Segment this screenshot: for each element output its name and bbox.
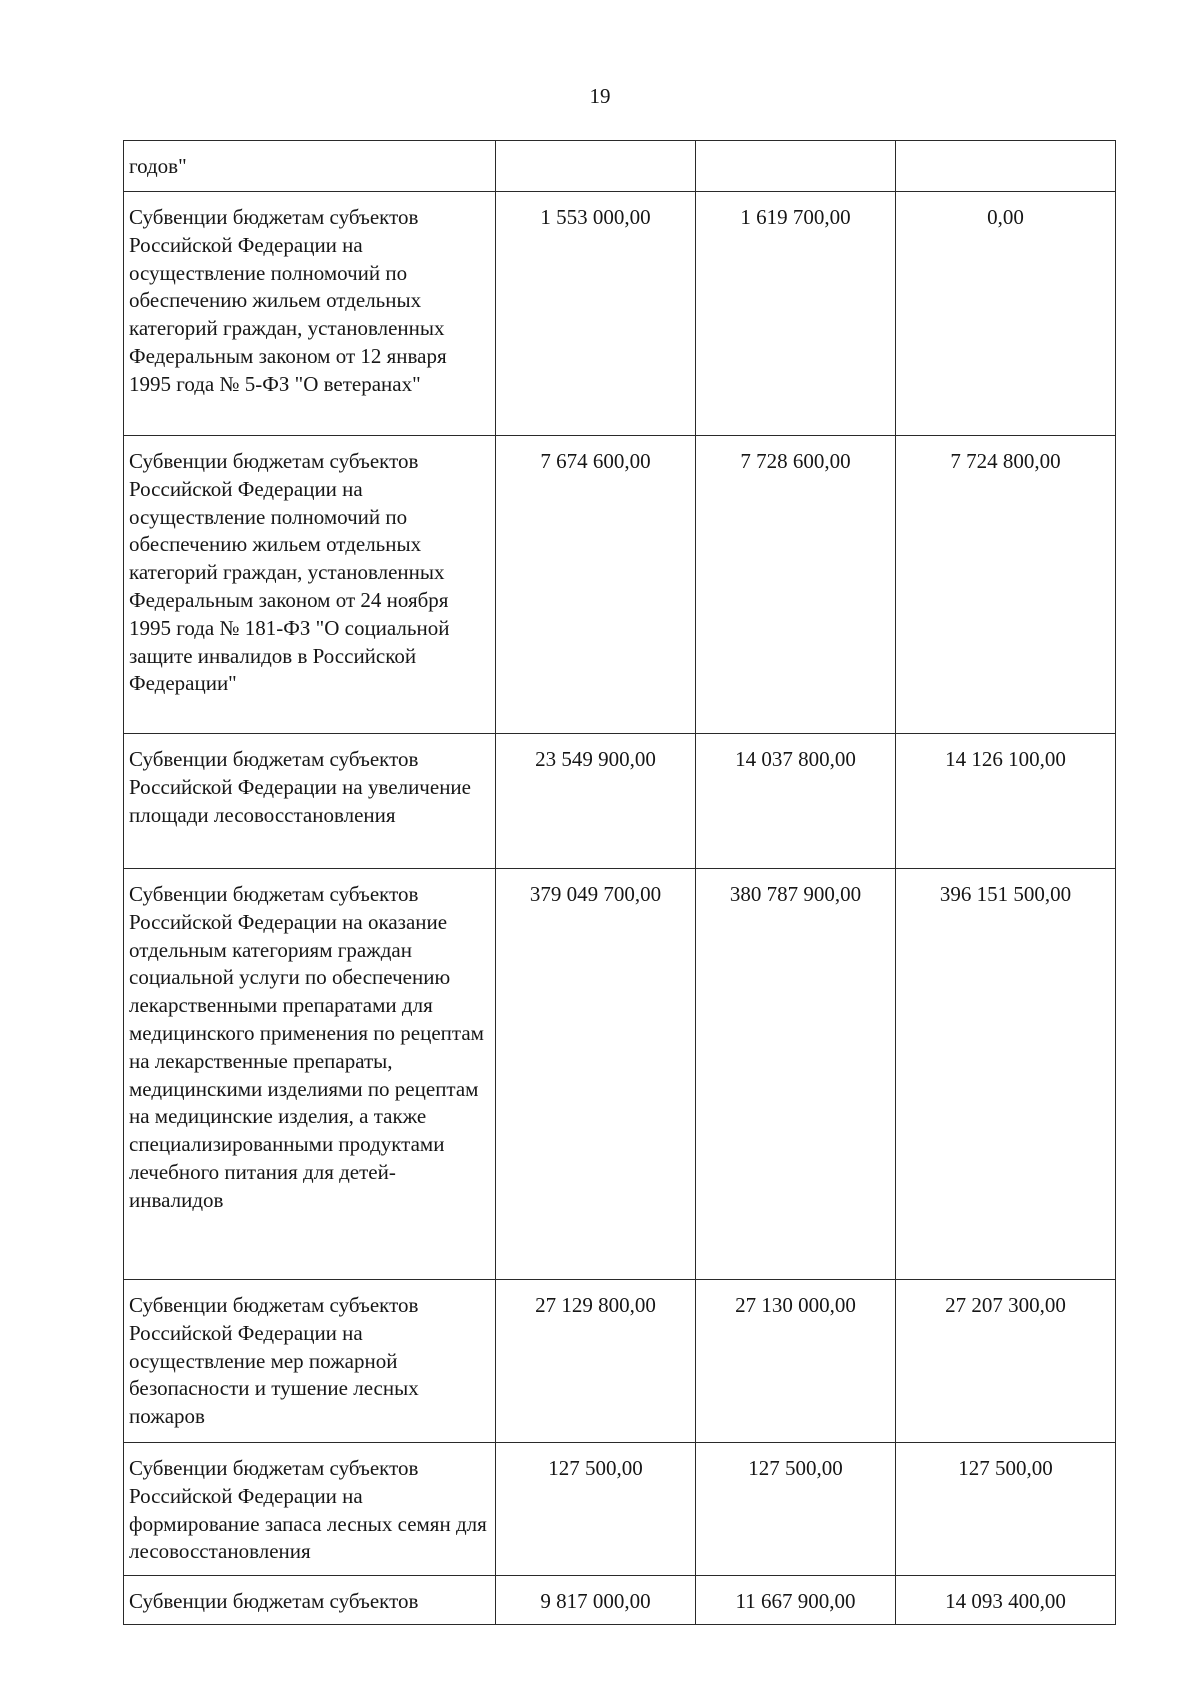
value-col-2: 11 667 900,00: [696, 1576, 896, 1625]
row-description: Субвенции бюджетам субъектов Российской Федерации на осуществление полномочий по обеспечению жильем отдельных категорий граждан, установленных Федеральным законом от 12 января 1995 года № 5-ФЗ "О ветеранах": [124, 192, 496, 436]
row-description: Субвенции бюджетам субъектов: [124, 1576, 496, 1625]
value-col-3: 7 724 800,00: [896, 436, 1116, 734]
row-description: Субвенции бюджетам субъектов Российской Федерации на увеличение площади лесовосстановления: [124, 734, 496, 869]
value-col-3: 14 093 400,00: [896, 1576, 1116, 1625]
value-col-1: 379 049 700,00: [496, 869, 696, 1280]
value-col-1: 127 500,00: [496, 1443, 696, 1576]
row-description: Субвенции бюджетам субъектов Российской Федерации на оказание отдельным категориям граждан социальной услуги по обеспечению лекарственными препаратами для медицинского применения по рецептам на лекарственные препараты, медицинскими изделиями по рецептам на медицинские изделия, а также специализированными продуктами лечебного питания для детей-инвалидов: [124, 869, 496, 1280]
table-row: [124, 436, 1116, 734]
value-col-3: 127 500,00: [896, 1443, 1116, 1576]
value-col-1: 7 674 600,00: [496, 436, 696, 734]
page-number: 19: [589, 84, 611, 108]
value-col-1: 9 817 000,00: [496, 1576, 696, 1625]
table-row: [124, 1280, 1116, 1443]
value-col-2: [696, 141, 896, 192]
table-row: [124, 192, 1116, 436]
value-col-3: [896, 141, 1116, 192]
row-description: Субвенции бюджетам субъектов Российской Федерации на формирование запаса лесных семян для лесовосстановления: [124, 1443, 496, 1576]
table-row: [124, 1443, 1116, 1576]
budget-table: [123, 140, 1116, 1625]
table-row: [124, 869, 1116, 1280]
value-col-2: 7 728 600,00: [696, 436, 896, 734]
value-col-1: [496, 141, 696, 192]
row-description: Субвенции бюджетам субъектов Российской Федерации на осуществление полномочий по обеспечению жильем отдельных категорий граждан, установленных Федеральным законом от 24 ноября 1995 года № 181-ФЗ "О социальной защите инвалидов в Российской Федерации": [124, 436, 496, 734]
value-col-1: 27 129 800,00: [496, 1280, 696, 1443]
value-col-3: 27 207 300,00: [896, 1280, 1116, 1443]
value-col-2: 380 787 900,00: [696, 869, 896, 1280]
table-row: [124, 734, 1116, 869]
value-col-2: 127 500,00: [696, 1443, 896, 1576]
row-description: Субвенции бюджетам субъектов Российской Федерации на осуществление мер пожарной безопасности и тушение лесных пожаров: [124, 1280, 496, 1443]
table-row: [124, 1576, 1116, 1625]
table-row: [124, 141, 1116, 192]
value-col-3: 0,00: [896, 192, 1116, 436]
row-description: годов": [124, 141, 496, 192]
value-col-1: 1 553 000,00: [496, 192, 696, 436]
value-col-2: 1 619 700,00: [696, 192, 896, 436]
value-col-2: 27 130 000,00: [696, 1280, 896, 1443]
value-col-2: 14 037 800,00: [696, 734, 896, 869]
value-col-3: 14 126 100,00: [896, 734, 1116, 869]
value-col-1: 23 549 900,00: [496, 734, 696, 869]
value-col-3: 396 151 500,00: [896, 869, 1116, 1280]
